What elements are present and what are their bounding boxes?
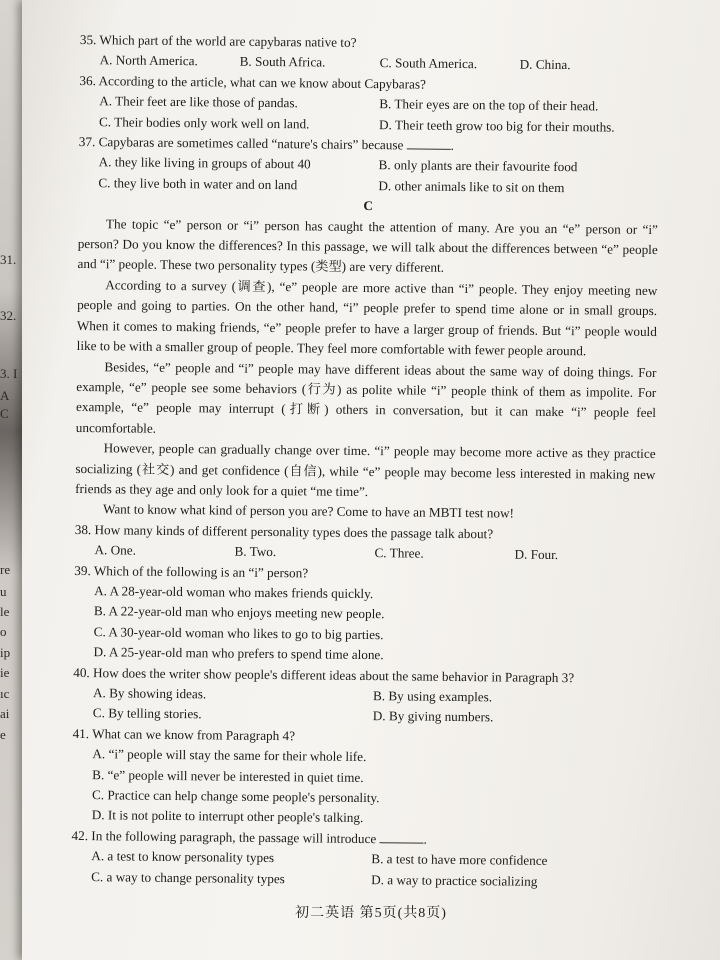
answer-option: D. It is not polite to interrupt other people's talking. bbox=[91, 807, 364, 826]
answer-options bbox=[78, 152, 658, 199]
answer-option: C. By telling stories. bbox=[92, 705, 202, 722]
answer-option: A. “i” people will stay the same for their whole life. bbox=[92, 746, 367, 765]
answer-option: B. only plants are their favourite food bbox=[378, 157, 578, 175]
answer-option: B. a test to have more confidence bbox=[371, 851, 548, 869]
answer-option: D. China. bbox=[519, 57, 571, 73]
questions-38-42 bbox=[71, 520, 655, 893]
questions-35-37 bbox=[78, 30, 660, 199]
answer-option: B. South Africa. bbox=[239, 54, 326, 70]
passage-paragraph: According to a survey (调查), “e” people are more active than “i” people. They enjoy meeting new people and going to parties. On the other hand, “i” people prefer to spend time alone or in small groups. When it comes to making friends, “e” people prefer to have a larger group of friends. But “i” people would like to be with a smaller group of people. They feel more comfortable with fewer people around. bbox=[76, 277, 658, 359]
answer-option: B. Two. bbox=[234, 543, 277, 560]
question-text: 35. Which part of the world are capybaras native to? bbox=[79, 31, 357, 50]
answer-option: B. Their eyes are on the top of their head. bbox=[379, 96, 599, 114]
adjacent-page-text-fragment: 31. bbox=[0, 252, 17, 267]
answer-option: A. A 28-year-old woman who makes friends quickly. bbox=[94, 583, 374, 602]
adjacent-page-text-fragment: e bbox=[0, 727, 6, 742]
answer-option: C. Their bodies only work well on land. bbox=[98, 113, 310, 132]
answer-option: A. North America. bbox=[99, 52, 198, 69]
answer-option: C. South America. bbox=[379, 55, 478, 72]
adjacent-page-text-fragment: le bbox=[0, 604, 10, 619]
question-text: 39. Which of the following is an “i” person? bbox=[74, 562, 309, 580]
answer-option: C. a way to change personality types bbox=[91, 868, 285, 886]
answer-option: D. By giving numbers. bbox=[372, 708, 494, 725]
passage-paragraph: The topic “e” person or “i” person has caught the attention of many. Are you an “e” person or “i” person? Do you know the differences? In this passage, we will talk about the differences between “e” people and “i” people. These two personality types (类型) are very different. bbox=[77, 215, 659, 276]
page-footer: 初二英语 第5页(共8页) bbox=[295, 906, 447, 921]
answer-option: D. Four. bbox=[514, 546, 559, 563]
adjacent-page-text-fragment: 3. I bbox=[0, 366, 18, 381]
passage-paragraph: Want to know what kind of person you are? Come to have an MBTI test now! bbox=[102, 501, 515, 521]
answer-option: C. A 30-year-old woman who likes to go to big parties. bbox=[93, 623, 384, 642]
question-text: 37. Capybaras are sometimes called “nature's chairs” because bbox=[78, 134, 404, 153]
adjacent-page-text-fragment: re bbox=[0, 562, 11, 577]
answer-options bbox=[73, 683, 653, 730]
answer-options bbox=[71, 846, 651, 893]
answer-option: A. Their feet are like those of pandas. bbox=[99, 93, 298, 111]
blank-punctuation: . bbox=[450, 137, 455, 153]
answer-options bbox=[73, 581, 654, 669]
answer-options bbox=[72, 744, 653, 832]
adjacent-page-text-fragment: A bbox=[0, 388, 10, 403]
answer-option: D. a way to practice socializing bbox=[371, 871, 538, 889]
adjacent-page-edge bbox=[0, 0, 22, 960]
answer-blank bbox=[380, 842, 424, 843]
exam-page bbox=[22, 0, 720, 960]
question-text: 41. What can we know from Paragraph 4? bbox=[72, 725, 296, 744]
answer-option: C. Practice can help change some people's personality. bbox=[91, 787, 380, 806]
answer-option: B. A 22-year-old man who enjoys meeting new people. bbox=[93, 603, 385, 622]
answer-option: A. By showing ideas. bbox=[92, 685, 207, 702]
adjacent-page-text-fragment: ie bbox=[0, 665, 10, 680]
answer-option: A. One. bbox=[94, 542, 137, 558]
passage-paragraph: However, people can gradually change over time. “i” people may become more active as they practice socializing (社交) and get confidence (自信), while “e” people may become less interested in making new friends as they age and only look for a quiet “me time”. bbox=[75, 440, 656, 499]
answer-option: B. “e” people will never be interested in quiet time. bbox=[92, 766, 364, 785]
adjacent-page-text-fragment: ıc bbox=[0, 686, 10, 701]
adjacent-page-text-fragment: u bbox=[0, 584, 7, 599]
answer-option: D. Their teeth grow too big for their mouths. bbox=[378, 116, 615, 135]
adjacent-page-text-fragment: ai bbox=[0, 706, 10, 721]
answer-blank bbox=[407, 148, 451, 149]
answer-option: D. A 25-year-old man who prefers to spend time alone. bbox=[93, 644, 384, 663]
adjacent-page-text-fragment: C bbox=[0, 406, 9, 421]
answer-options bbox=[79, 91, 659, 138]
answer-option: A. a test to know personality types bbox=[91, 848, 275, 866]
adjacent-page-text-fragment: o bbox=[0, 624, 7, 639]
answer-option: B. By using examples. bbox=[372, 688, 493, 705]
section-label: C bbox=[363, 198, 374, 214]
answer-option: D. other animals like to sit on them bbox=[378, 177, 565, 195]
question-text: 40. How does the writer show people's different ideas about the same behavior in Paragraph 3? bbox=[73, 664, 575, 685]
answer-option: C. they live both in water and on land bbox=[98, 175, 298, 193]
adjacent-page-text-fragment: ip bbox=[0, 645, 11, 660]
question-text: 38. How many kinds of different personality types does the passage talk about? bbox=[74, 521, 494, 542]
answer-option: C. Three. bbox=[374, 545, 424, 561]
answer-option: A. they like living in groups of about 40 bbox=[98, 154, 311, 172]
question-text: 42. In the following paragraph, the passage will introduce bbox=[71, 827, 377, 846]
blank-punctuation: . bbox=[423, 831, 427, 847]
adjacent-page-text-fragment: 32. bbox=[0, 308, 17, 323]
passage-paragraph: Besides, “e” people and “i” people may have different ideas about the same way of doing things. For example, “e” people see some behaviors (行为) as polite while “i” people think of them as impolite. For example, “e” people may interrupt (打断) others in conversation, but it can make “i” people feel uncomfortable. bbox=[75, 358, 657, 436]
reading-passage bbox=[75, 214, 658, 526]
question-text: 36. According to the article, what can we know about Capybaras? bbox=[79, 72, 426, 92]
page-content bbox=[71, 30, 660, 893]
